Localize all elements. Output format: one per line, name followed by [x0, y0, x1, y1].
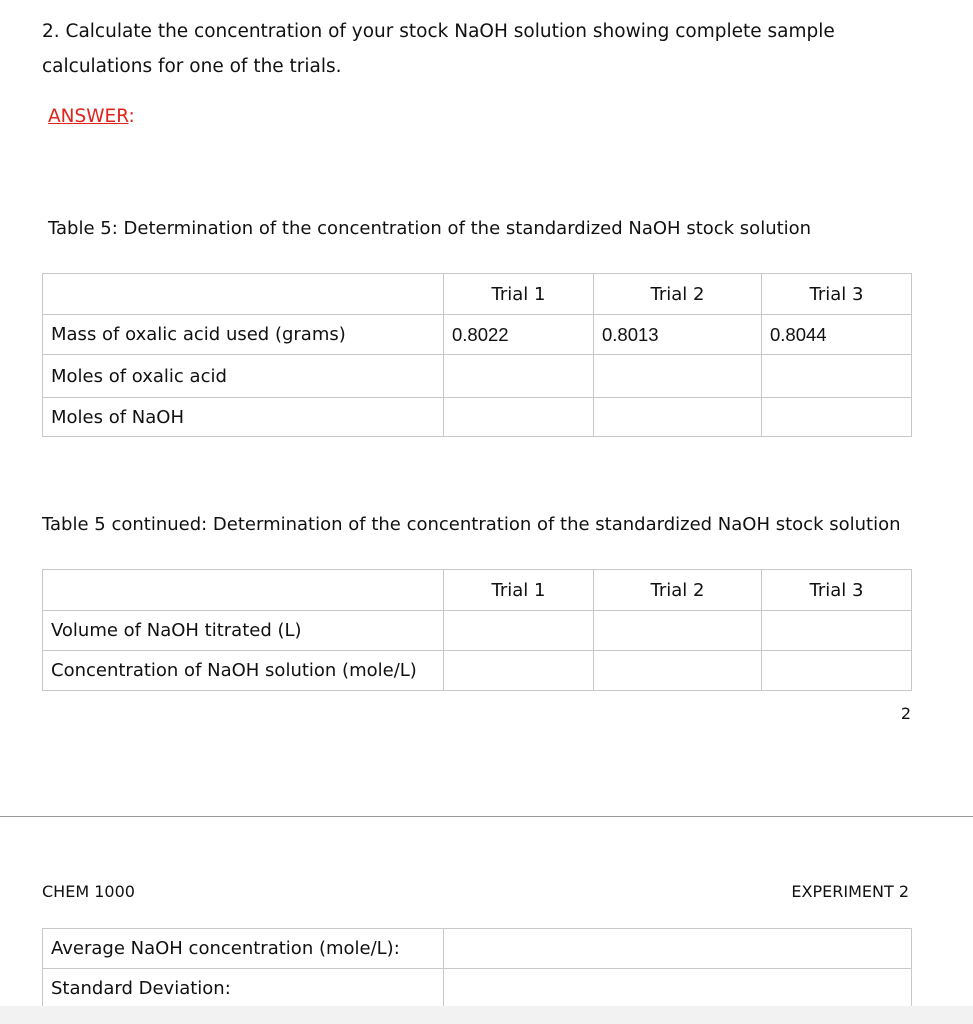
table5-caption: Table 5: Determination of the concentration of the standardized NaOH stock solution: [48, 218, 812, 239]
volume-trial3-cell[interactable]: [762, 611, 912, 651]
table-row: [43, 611, 912, 651]
moles-oxalic-trial1-cell[interactable]: [444, 355, 594, 398]
table-row: [43, 355, 912, 398]
table5-header-trial3: Trial 3: [762, 274, 912, 315]
answer-label-text: ANSWER: [48, 106, 129, 127]
table5-header-trial1: Trial 1: [444, 274, 594, 315]
moles-oxalic-trial2-cell[interactable]: [594, 355, 762, 398]
question-text: [42, 14, 942, 84]
standard-deviation-cell[interactable]: [444, 969, 912, 1009]
page-bottom-strip: [0, 1006, 973, 1024]
footer-course: CHEM 1000: [42, 882, 135, 901]
question-line-2: calculations for one of the trials.: [42, 56, 342, 77]
table5: [42, 273, 912, 437]
table5-header-trial2: Trial 2: [594, 274, 762, 315]
mass-trial2-cell: 0.8013: [594, 315, 762, 355]
row-label-mass-oxalic: Mass of oxalic acid used (grams): [43, 315, 444, 355]
page-divider: [0, 816, 973, 817]
moles-oxalic-trial3-cell[interactable]: [762, 355, 912, 398]
table5b-header-trial2: Trial 2: [594, 570, 762, 611]
table5b-header-blank: [43, 570, 444, 611]
mass-trial3-cell: 0.8044: [762, 315, 912, 355]
table5-header-blank: [43, 274, 444, 315]
moles-naoh-trial1-cell[interactable]: [444, 398, 594, 437]
moles-naoh-trial2-cell[interactable]: [594, 398, 762, 437]
summary-table: [42, 928, 912, 1009]
concentration-trial1-cell[interactable]: [444, 651, 594, 691]
table5b-header-trial1: Trial 1: [444, 570, 594, 611]
table5-continued: [42, 569, 912, 691]
table-row: [43, 315, 912, 355]
answer-label-colon: :: [128, 106, 135, 127]
table-row: [43, 398, 912, 437]
row-label-standard-deviation: Standard Deviation:: [43, 969, 444, 1009]
concentration-trial3-cell[interactable]: [762, 651, 912, 691]
row-label-concentration-naoh: Concentration of NaOH solution (mole/L): [43, 651, 444, 691]
footer-experiment: EXPERIMENT 2: [791, 882, 909, 901]
question-line-1: 2. Calculate the concentration of your stock NaOH solution showing complete sample: [42, 21, 835, 42]
row-label-moles-oxalic: Moles of oxalic acid: [43, 355, 444, 398]
concentration-trial2-cell[interactable]: [594, 651, 762, 691]
row-label-average-concentration: Average NaOH concentration (mole/L):: [43, 929, 444, 969]
page-number: 2: [900, 704, 911, 723]
average-concentration-cell[interactable]: [444, 929, 912, 969]
table5b-caption: Table 5 continued: Determination of the concentration of the standardized NaOH stock solution: [42, 514, 901, 535]
mass-trial1-cell: 0.8022: [444, 315, 594, 355]
answer-label: [48, 106, 135, 127]
table-row: [43, 929, 912, 969]
row-label-volume-naoh: Volume of NaOH titrated (L): [43, 611, 444, 651]
table5-header-row: [43, 274, 912, 315]
table5b-header-trial3: Trial 3: [762, 570, 912, 611]
row-label-moles-naoh: Moles of NaOH: [43, 398, 444, 437]
table-row: [43, 651, 912, 691]
volume-trial2-cell[interactable]: [594, 611, 762, 651]
table5b-header-row: [43, 570, 912, 611]
table-row: [43, 969, 912, 1009]
moles-naoh-trial3-cell[interactable]: [762, 398, 912, 437]
volume-trial1-cell[interactable]: [444, 611, 594, 651]
